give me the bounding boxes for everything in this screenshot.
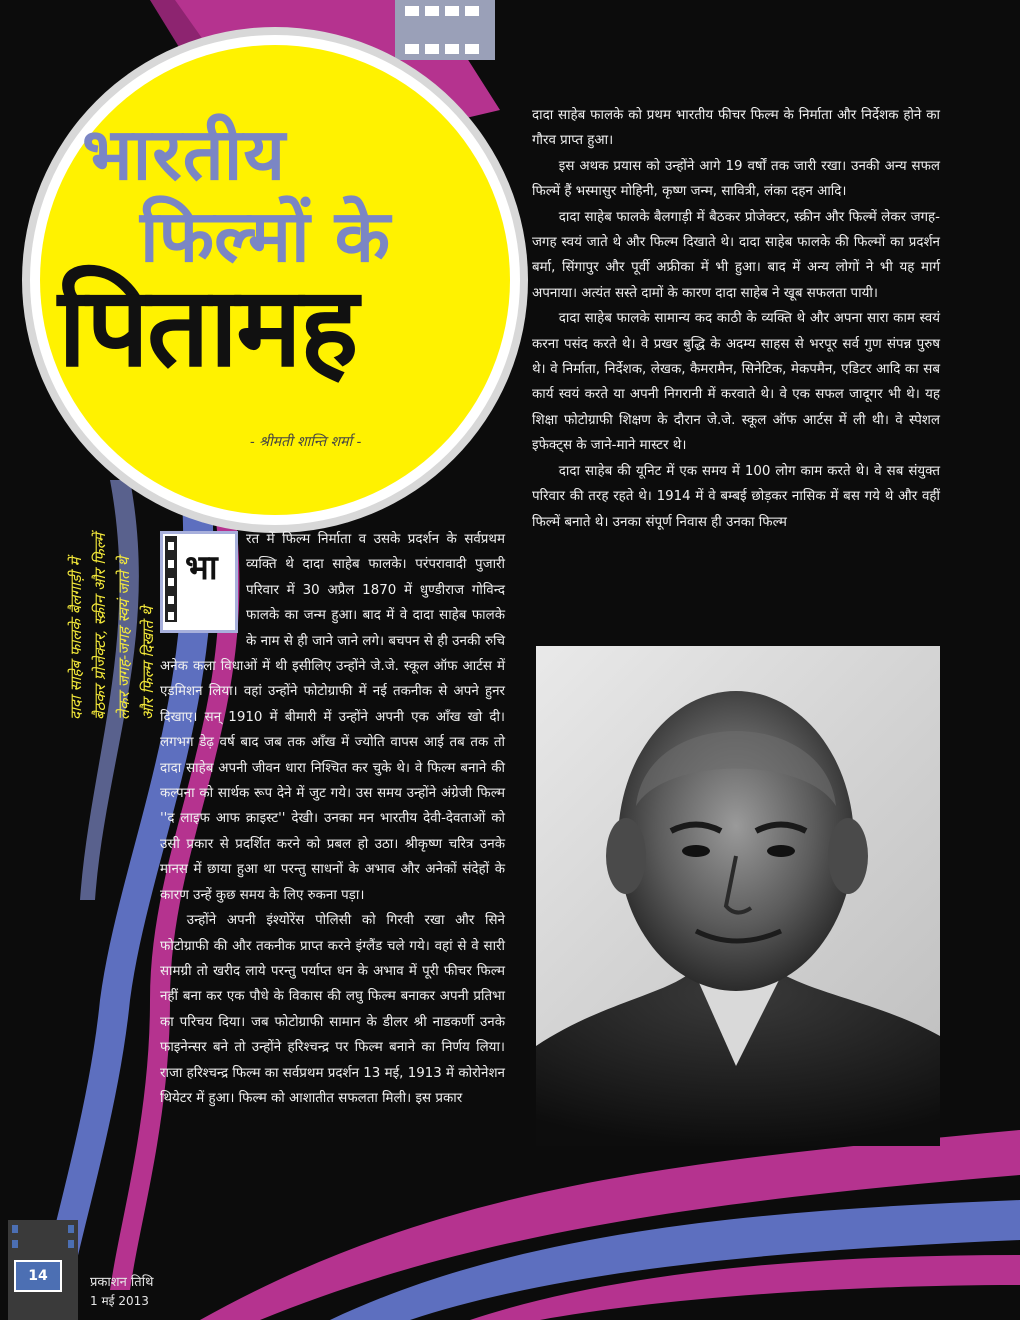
pull-quote-line: दादा साहेब फालके बैलगाड़ी में	[67, 557, 85, 720]
body-paragraph: दादा साहेब फालके को प्रथम भारतीय फीचर फिल्म के निर्माता और निर्देशक होने का गौरव प्राप्त हुआ।	[532, 108, 940, 149]
publication-date-label: प्रकाशन तिथि	[90, 1275, 154, 1290]
pull-quote-line: और फिल्म दिखाते थे	[139, 606, 157, 720]
title-line-3: पितामह	[58, 263, 357, 391]
dropcap-letter: भा	[185, 548, 218, 588]
body-paragraph: दादा साहेब की यूनिट में एक समय में 100 लोग काम करते थे। वे सब संयुक्त परिवार की तरह रहते थे। 1914 में वे बम्बई छोड़कर नासिक में बस गये थे और वहीं फिल्में बनाते थे। उनका संपूर्ण निवास ही उनका फिल्म	[532, 463, 940, 530]
pull-quote-line: बैठकर प्रोजेक्टर, स्क्रीन और फिल्में	[91, 533, 109, 720]
page-number: 14	[14, 1260, 62, 1292]
title-line-1: भारतीय	[82, 112, 287, 196]
body-paragraph: इस अथक प्रयास को उन्होंने आगे 19 वर्षों तक जारी रखा। उनकी अन्य सफल फिल्में हैं भस्मासुर मोहिनी, कृष्ण जन्म, सावित्री, लंका दहन आदि।	[532, 158, 940, 200]
film-strip-icon	[165, 536, 177, 622]
pull-quote-line: लेकर जगह-जगह स्वयं जाते थे	[115, 556, 133, 720]
portrait-illustration	[536, 646, 940, 1146]
body-paragraph: उन्होंने अपनी इंश्योरेंस पोलिसी को गिरवी रखा और सिने फोटोग्राफी की और तकनीक प्राप्त करने इंग्लैंड चले गये। वहां से वे सारी सामग्री तो खरीद लाये परन्तु पर्याप्त धन के अभाव में पूरी फीचर फिल्म नहीं बना कर एक पौधे के विकास की लघु फिल्म बनाकर अपनी प्रतिभा का परिचय दिया। जब फोटोग्राफी सामान के डीलर श्री नाडकर्णी उनके फाइनेन्सर बने तो उन्होंने हरिश्चन्द्र पर फिल्म बनाने का निर्णय लिया। राजा हरिश्चन्द्र फिल्म का सर्वप्रथम प्रदर्शन 13 मई, 1913 में कोरोनेशन थियेटर में हुआ। फिल्म को आशातीत सफलता मिली। इस प्रकार	[160, 913, 505, 1106]
left-column	[160, 527, 505, 1111]
publication-date: 1 मई 2013	[90, 1294, 149, 1308]
right-column	[532, 103, 940, 535]
body-paragraph: दादा साहेब फालके सामान्य कद काठी के व्यक्ति थे और अपना सारा काम स्वयं करना पसंद करते थे। वे प्रखर बुद्धि के अदम्य साहस से भरपूर सर्व गुण संपन्न पुरुष थे। वे निर्माता, निर्देशक, लेखक, कैमरामैन, सिनेटिक, मेकपमैन, एडिटर आदि का सब कार्य स्वयं करते या अपनी निगरानी में करवाते थे। वे एक सफल जादूगर भी थे। यह शिक्षा फोटोग्राफी शिक्षण के दौरान जे.जे. स्कूल ऑफ आर्टस में ली थी। वे स्पेशल इफेक्ट्स के जाने-माने मास्टर थे।	[532, 311, 940, 454]
vertical-pull-quote	[30, 470, 155, 730]
body-paragraph: दादा साहेब फालके बैलगाड़ी में बैठकर प्रोजेक्टर, स्क्रीन और फिल्में लेकर जगह-जगह स्वयं जाते थे और फिल्म दिखाते थे। दादा साहेब फालके की फिल्मों का प्रदर्शन बर्मा, सिंगापुर और पूर्वी अफ्रीका में भी हुआ। बाद में अन्य लोगों ने भी यह मार्ग अपनाया। अत्यंत सस्ते दामों के कारण दादा साहेब ने खूब सफलता पायी।	[532, 209, 940, 301]
body-paragraph: रत में फिल्म निर्माता व उसके प्रदर्शन के सर्वप्रथम व्यक्ति थे दादा साहेब फालके। परंपरावादी पुजारी परिवार में 30 अप्रैल 1870 में धुण्डीराज गोविन्द फालके का जन्म हुआ। बाद में वे दादा साहेब फालके के नाम से ही जाने जाने लगे। बचपन से ही उनकी रुचि अनेक कला विधाओं में थी इसीलिए उन्होंने जे.जे. स्कूल ऑफ आर्टस में एडमिशन लिया। वहां उन्होंने फोटोग्राफी में नई तकनीक से अपने हुनर दिखाए। सन् 1910 में बीमारी में उन्होंने अपनी एक आँख खो दी। लगभग डेढ़ वर्ष बाद जब तक आँख में ज्योति वापस आई तब तक तो दादा साहेब अपनी जीवन धारा निश्चित कर चुके थे। वे फिल्म बनाने की कल्पना को सार्थक रूप देने में जुट गये। उस समय उन्होंने अंग्रेजी फिल्म ''द लाइफ आफ क्राइस्ट'' देखी। उनका मन भारतीय देवी-देवताओं को उसी प्रकार से प्रदर्शित करने को प्रबल हो उठा। श्रीकृष्ण चरित्र उनके मानस में छाया हुआ था परन्तु साधनों के अभाव और अनेकों संदेहों के कारण उन्हें कुछ समय के लिए रुकना पड़ा।	[160, 532, 505, 903]
title-line-2: फिल्मों के	[140, 194, 391, 278]
author-byline: - श्रीमती शान्ति शर्मा -	[250, 434, 362, 450]
dropcap-box	[160, 531, 238, 633]
portrait-photo	[536, 646, 940, 1146]
